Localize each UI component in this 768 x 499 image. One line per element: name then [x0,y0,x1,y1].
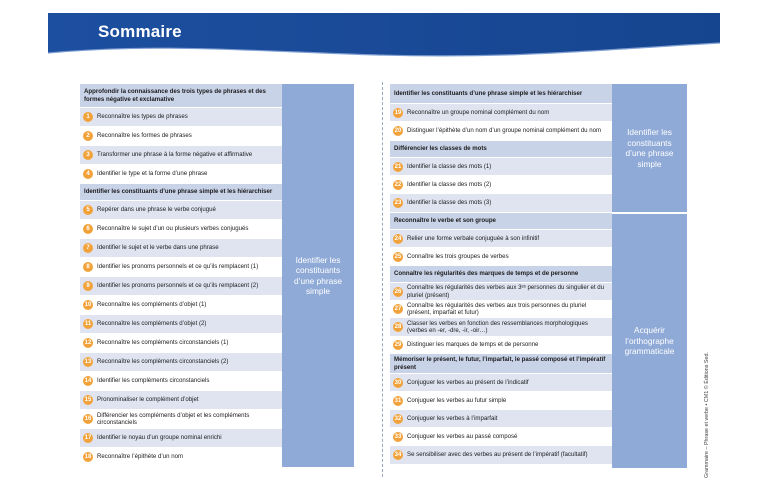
list-item[interactable] [80,277,282,296]
item-label: Reconnaître les formes de phrases [97,132,192,140]
item-label: Conjuguer les verbes à l’imparfait [407,414,498,422]
item-label: Repérer dans une phrase le verbe conjugué [97,206,216,214]
list-item[interactable] [80,201,282,220]
item-number: 10 [84,302,92,308]
item-label: Se sensibiliser avec des verbes au présent de l’impératif (facultatif) [407,451,588,459]
item-number: 34 [394,452,402,458]
section-header: Connaître les régularités des marques de temps et de personne [390,266,612,283]
list-item[interactable] [80,165,282,184]
item-label: Conjuguer les verbes au passé composé [407,432,518,440]
list-item[interactable] [80,391,282,410]
list-item[interactable] [390,104,612,122]
list-item[interactable] [390,122,612,141]
list-item[interactable] [80,353,282,372]
column-divider [382,82,383,477]
item-number: 32 [394,415,402,422]
list-item[interactable] [80,296,282,315]
item-label: Reconnaître l’épithète d’un nom [97,453,184,461]
item-label: Classer les verbes en fonction des ressemblances morphologiques (verbes en -er, -dre, -ir, -oir…) [407,319,588,334]
item-number: 17 [84,435,92,441]
item-number: 14 [84,378,92,384]
list-item[interactable] [390,410,612,428]
section-header: Reconnaître le verbe et son groupe [390,213,612,230]
list-item[interactable] [390,374,612,392]
item-number: 26 [394,288,402,295]
list-item[interactable] [390,301,612,318]
item-number: 9 [83,281,93,291]
item-number: 12 [84,340,92,346]
list-item[interactable] [80,239,282,258]
item-number: 5 [83,205,93,215]
item-number: 6 [83,224,93,234]
list-item[interactable] [390,158,612,176]
item-number: 23 [394,200,402,206]
list-item[interactable] [80,127,282,146]
list-item[interactable] [80,448,282,467]
list-item[interactable] [390,248,612,266]
item-label: Distinguer l’épithète d’un nom d’un groupe nominal complément du nom [407,127,602,135]
item-label: Conjuguer les verbes au présent de l’indicatif [407,378,529,386]
item-number: 31 [394,397,402,404]
list-item[interactable] [390,283,612,301]
section-header: Approfondir la connaissance des trois types de phrases et des formes négative et exclamative [80,84,282,108]
item-label: Relier une forme verbale conjuguée à son infinitif [407,234,540,242]
item-label: Conjuguer les verbes au futur simple [407,396,507,404]
list-item[interactable] [390,176,612,194]
item-number: 2 [83,131,93,141]
list-item[interactable] [390,392,612,410]
list-item[interactable] [390,194,612,213]
item-number: 20 [394,128,402,134]
item-label: Reconnaître les compléments circonstanciels (2) [97,358,229,366]
item-label: Reconnaître un groupe nominal complément du nom [407,108,550,116]
item-number: 4 [83,169,93,179]
competence-block: Identifier les constituants d’une phrase simple [282,84,354,467]
list-item[interactable] [80,372,282,391]
item-number: 18 [84,454,92,460]
section-header: Mémoriser le présent, le futur, l’imparfait, le passé composé et l’impératif présent [390,354,612,374]
item-label: Reconnaître les types de phrases [97,113,188,121]
item-label: Identifier le noyau d’un groupe nominal enrichi [97,434,222,442]
list-item[interactable] [80,315,282,334]
list-item[interactable] [80,108,282,127]
item-number: 7 [83,243,93,253]
item-number: 25 [394,253,402,260]
list-item[interactable] [390,318,612,337]
item-number: 13 [84,359,92,365]
item-label: Identifier le type et la forme d’une phrase [97,170,208,178]
section-header: Identifier les constituants d’une phrase simple et les hiérarchiser [390,84,612,104]
item-number: 28 [394,324,402,330]
item-number: 27 [394,306,402,312]
list-item[interactable] [80,429,282,448]
right-rows [390,84,612,465]
list-item[interactable] [390,446,612,465]
item-label: Différencier les compléments d’objet et les compléments circonstanciels [97,411,250,426]
item-label: Identifier les pronoms personnels et ce qu’ils remplacent (1) [97,263,259,271]
item-number: 19 [394,109,402,116]
left-rows [80,84,282,467]
competence-block: Identifier les constituants d’une phrase simple [612,84,687,212]
list-item[interactable] [80,220,282,239]
list-item[interactable] [390,428,612,446]
list-item[interactable] [80,410,282,429]
item-label: Pronominaliser le complément d’objet [97,396,199,404]
item-label: Transformer une phrase à la forme négative et affirmative [97,151,253,159]
list-item[interactable] [80,258,282,277]
item-number: 3 [83,150,93,160]
item-label: Connaître les trois groupes de verbes [407,252,509,260]
copyright-credit: Grammaire – Phrase et verbe • CM1 © Éditions Sed. [704,351,710,478]
item-label: Identifier les compléments circonstanciels [97,377,210,385]
item-label: Reconnaître les compléments d’objet (2) [97,320,207,328]
list-item[interactable] [80,146,282,165]
item-label: Distinguer les marques de temps et de personne [407,341,539,349]
item-label: Reconnaître les compléments circonstanciels (1) [97,339,229,347]
list-item[interactable] [80,334,282,353]
item-number: 11 [84,321,92,327]
section-header: Identifier les constituants d’une phrase simple et les hiérarchiser [80,184,282,201]
item-number: 1 [83,112,93,122]
item-label: Identifier les pronoms personnels et ce qu’ils remplacent (2) [97,282,259,290]
item-label: Connaître les régularités des verbes aux 3ᵉˢ personnes du singulier et du pluriel (présent) [407,284,605,299]
item-label: Identifier la classe des mots (2) [407,180,492,188]
item-label: Reconnaître le sujet d’un ou plusieurs verbes conjugués [97,225,249,233]
item-label: Identifier la classe des mots (1) [407,162,492,170]
item-number: 33 [394,433,402,440]
item-label: Connaître les régularités des verbes aux trois personnes du pluriel (présent, imparfait et futur) [407,301,587,316]
item-number: 21 [394,163,402,170]
list-item[interactable] [390,337,612,354]
competence-block: Acquérir l’orthographe grammaticale [612,214,687,468]
item-label: Identifier le sujet et le verbe dans une phrase [97,244,219,252]
list-item[interactable] [390,230,612,248]
section-header: Différencier les classes de mots [390,141,612,158]
item-label: Identifier la classe des mots (3) [407,199,492,207]
item-number: 29 [394,342,402,348]
item-number: 30 [394,379,402,386]
item-number: 15 [84,397,92,403]
item-label: Reconnaître les compléments d’objet (1) [97,301,207,309]
item-number: 22 [394,181,402,188]
header-banner [48,13,720,57]
page-title: Sommaire [98,22,182,41]
item-number: 16 [84,416,92,422]
item-number: 24 [394,235,402,242]
item-number: 8 [83,262,93,272]
